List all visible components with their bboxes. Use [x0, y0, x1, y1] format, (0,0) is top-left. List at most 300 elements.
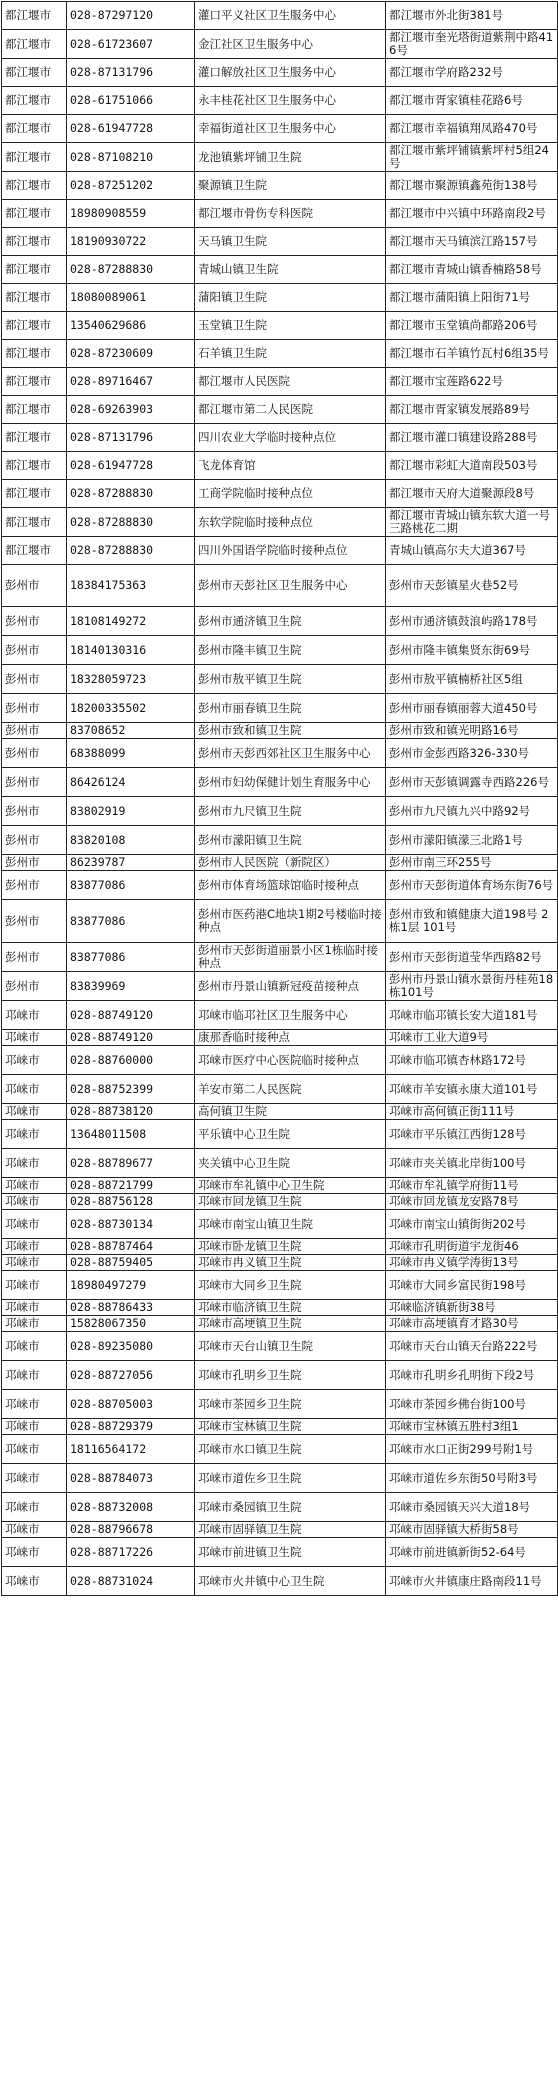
address-cell: 彭州市致和镇光明路16号: [386, 723, 558, 739]
address-cell: 都江堰市青城山镇东软大道一号三路桃花二期: [386, 508, 558, 537]
phone-cell: 18328059723: [67, 665, 195, 694]
address-cell: 彭州市九尺镇九兴中路92号: [386, 797, 558, 826]
district-cell: 都江堰市: [2, 508, 67, 537]
phone-cell: 028-87288830: [67, 537, 195, 565]
phone-cell: 028-88786433: [67, 1300, 195, 1316]
district-cell: 彭州市: [2, 665, 67, 694]
table-row: [2, 826, 558, 855]
site-name-cell: 龙池镇紫坪铺卫生院: [195, 143, 386, 172]
phone-cell: 028-88731024: [67, 1567, 195, 1596]
address-cell: 邛崃市宝林镇五胜村3组1: [386, 1419, 558, 1435]
phone-cell: 028-69263903: [67, 396, 195, 424]
table-row: [2, 172, 558, 200]
phone-cell: 028-87230609: [67, 340, 195, 368]
table-row: [2, 739, 558, 768]
address-cell: 邛崃市羊安镇永康大道101号: [386, 1075, 558, 1104]
site-name-cell: 灌口解放社区卫生服务中心: [195, 59, 386, 87]
phone-cell: 028-61947728: [67, 452, 195, 480]
site-name-cell: 邛崃市冉义镇卫生院: [195, 1255, 386, 1271]
phone-cell: 028-88789677: [67, 1149, 195, 1178]
phone-cell: 028-88749120: [67, 1001, 195, 1030]
site-name-cell: 彭州市敖平镇卫生院: [195, 665, 386, 694]
address-cell: 邛崃市道佐乡东街50号附3号: [386, 1464, 558, 1493]
table-row: [2, 1332, 558, 1361]
site-name-cell: 彭州市致和镇卫生院: [195, 723, 386, 739]
district-cell: 邛崃市: [2, 1075, 67, 1104]
site-name-cell: 蒲阳镇卫生院: [195, 284, 386, 312]
phone-cell: 028-88729379: [67, 1419, 195, 1435]
district-cell: 都江堰市: [2, 480, 67, 508]
phone-cell: 028-88717226: [67, 1538, 195, 1567]
site-name-cell: 邛崃市孔明乡卫生院: [195, 1361, 386, 1390]
table-row: [2, 228, 558, 256]
phone-cell: 18116564172: [67, 1435, 195, 1464]
district-cell: 都江堰市: [2, 256, 67, 284]
table-row: [2, 1030, 558, 1046]
address-cell: 都江堰市天府大道聚源段8号: [386, 480, 558, 508]
address-cell: 邛崃市水口正街299号附1号: [386, 1435, 558, 1464]
table-row: [2, 1178, 558, 1194]
table-row: [2, 1001, 558, 1030]
phone-cell: 028-87288830: [67, 508, 195, 537]
site-name-cell: 邛崃市宝林镇卫生院: [195, 1419, 386, 1435]
district-cell: 彭州市: [2, 739, 67, 768]
district-cell: 彭州市: [2, 855, 67, 871]
site-name-cell: 邛崃市天台山镇卫生院: [195, 1332, 386, 1361]
address-cell: 都江堰市紫坪铺镇紫坪村5组24号: [386, 143, 558, 172]
site-name-cell: 聚源镇卫生院: [195, 172, 386, 200]
phone-cell: 83802919: [67, 797, 195, 826]
phone-cell: 028-88727056: [67, 1361, 195, 1390]
district-cell: 邛崃市: [2, 1194, 67, 1210]
site-name-cell: 彭州市医药港C地块1期2号楼临时接种点: [195, 900, 386, 943]
district-cell: 都江堰市: [2, 312, 67, 340]
phone-cell: 028-88732008: [67, 1493, 195, 1522]
site-name-cell: 彭州市濛阳镇卫生院: [195, 826, 386, 855]
address-cell: 彭州市天彭街道体育场东街76号: [386, 871, 558, 900]
table-body: [2, 2, 558, 1596]
district-cell: 都江堰市: [2, 59, 67, 87]
address-cell: 邛崃市冉义镇学涛街13号: [386, 1255, 558, 1271]
phone-cell: 028-88796678: [67, 1522, 195, 1538]
phone-cell: 18980497279: [67, 1271, 195, 1300]
table-row: [2, 256, 558, 284]
district-cell: 邛崃市: [2, 1567, 67, 1596]
table-row: [2, 1316, 558, 1332]
district-cell: 都江堰市: [2, 452, 67, 480]
district-cell: 邛崃市: [2, 1271, 67, 1300]
district-cell: 都江堰市: [2, 340, 67, 368]
district-cell: 彭州市: [2, 871, 67, 900]
table-row: [2, 565, 558, 607]
phone-cell: 028-88705003: [67, 1390, 195, 1419]
site-name-cell: 彭州市天彭西郊社区卫生服务中心: [195, 739, 386, 768]
table-row: [2, 508, 558, 537]
district-cell: 邛崃市: [2, 1210, 67, 1239]
district-cell: 邛崃市: [2, 1419, 67, 1435]
district-cell: 都江堰市: [2, 228, 67, 256]
district-cell: 都江堰市: [2, 172, 67, 200]
address-cell: 邛崃市前进镇新街52-64号: [386, 1538, 558, 1567]
table-row: [2, 1194, 558, 1210]
site-name-cell: 邛崃市前进镇卫生院: [195, 1538, 386, 1567]
district-cell: 邛崃市: [2, 1361, 67, 1390]
district-cell: 都江堰市: [2, 368, 67, 396]
address-cell: 邛崃市高何镇正街111号: [386, 1104, 558, 1120]
table-row: [2, 900, 558, 943]
table-row: [2, 284, 558, 312]
address-cell: 彭州市丹景山镇水景街丹桂苑18栋101号: [386, 972, 558, 1001]
address-cell: 邛崃市火井镇康庄路南段11号: [386, 1567, 558, 1596]
table-row: [2, 1300, 558, 1316]
address-cell: 彭州市天彭街道莹华西路82号: [386, 943, 558, 972]
site-name-cell: 邛崃市牟礼镇中心卫生院: [195, 1178, 386, 1194]
table-row: [2, 1567, 558, 1596]
district-cell: 邛崃市: [2, 1522, 67, 1538]
phone-cell: 68388099: [67, 739, 195, 768]
address-cell: 邛崃市固驿镇大桥街58号: [386, 1522, 558, 1538]
phone-cell: 18980908559: [67, 200, 195, 228]
site-name-cell: 四川农业大学临时接种点位: [195, 424, 386, 452]
phone-cell: 028-88760000: [67, 1046, 195, 1075]
phone-cell: 028-88752399: [67, 1075, 195, 1104]
site-name-cell: 邛崃市水口镇卫生院: [195, 1435, 386, 1464]
address-cell: 都江堰市外北街381号: [386, 2, 558, 30]
district-cell: 彭州市: [2, 826, 67, 855]
table-row: [2, 1149, 558, 1178]
table-row: [2, 871, 558, 900]
table-row: [2, 340, 558, 368]
site-name-cell: 天马镇卫生院: [195, 228, 386, 256]
site-name-cell: 邛崃市固驿镇卫生院: [195, 1522, 386, 1538]
site-name-cell: 东软学院临时接种点位: [195, 508, 386, 537]
address-cell: 都江堰市宝莲路622号: [386, 368, 558, 396]
address-cell: 邛崃市夹关镇北岸街100号: [386, 1149, 558, 1178]
site-name-cell: 玉堂镇卫生院: [195, 312, 386, 340]
site-name-cell: 康那香临时接种点: [195, 1030, 386, 1046]
district-cell: 都江堰市: [2, 30, 67, 59]
address-cell: 彭州市敖平镇楠桥社区5组: [386, 665, 558, 694]
phone-cell: 028-87288830: [67, 480, 195, 508]
address-cell: 彭州市天彭镇调露寺西路226号: [386, 768, 558, 797]
address-cell: 都江堰市天马镇滨江路157号: [386, 228, 558, 256]
vaccination-sites-table: [1, 1, 558, 1596]
site-name-cell: 彭州市丹景山镇新冠疫苗接种点: [195, 972, 386, 1001]
phone-cell: 18108149272: [67, 607, 195, 636]
table-row: [2, 1522, 558, 1538]
table-row: [2, 1419, 558, 1435]
address-cell: 彭州市天彭镇星火巷52号: [386, 565, 558, 607]
table-row: [2, 424, 558, 452]
district-cell: 都江堰市: [2, 537, 67, 565]
district-cell: 彭州市: [2, 972, 67, 1001]
site-name-cell: 邛崃市医疗中心医院临时接种点: [195, 1046, 386, 1075]
phone-cell: 028-87108210: [67, 143, 195, 172]
site-name-cell: 彭州市人民医院（新院区）: [195, 855, 386, 871]
phone-cell: 028-61947728: [67, 115, 195, 143]
site-name-cell: 青城山镇卫生院: [195, 256, 386, 284]
site-name-cell: 邛崃市火井镇中心卫生院: [195, 1567, 386, 1596]
table-row: [2, 87, 558, 115]
table-row: [2, 1046, 558, 1075]
phone-cell: 83877086: [67, 871, 195, 900]
address-cell: 彭州市隆丰镇集贤东街69号: [386, 636, 558, 665]
district-cell: 邛崃市: [2, 1538, 67, 1567]
phone-cell: 15828067350: [67, 1316, 195, 1332]
district-cell: 都江堰市: [2, 396, 67, 424]
table-row: [2, 797, 558, 826]
phone-cell: 028-88738120: [67, 1104, 195, 1120]
site-name-cell: 高何镇卫生院: [195, 1104, 386, 1120]
table-row: [2, 694, 558, 723]
phone-cell: 028-88721799: [67, 1178, 195, 1194]
phone-cell: 028-88759405: [67, 1255, 195, 1271]
table-row: [2, 1271, 558, 1300]
table-row: [2, 1120, 558, 1149]
site-name-cell: 邛崃市临济镇卫生院: [195, 1300, 386, 1316]
site-name-cell: 幸福街道社区卫生服务中心: [195, 115, 386, 143]
site-name-cell: 都江堰市第二人民医院: [195, 396, 386, 424]
table-row: [2, 1538, 558, 1567]
site-name-cell: 彭州市九尺镇卫生院: [195, 797, 386, 826]
district-cell: 邛崃市: [2, 1493, 67, 1522]
district-cell: 彭州市: [2, 565, 67, 607]
district-cell: 都江堰市: [2, 200, 67, 228]
district-cell: 都江堰市: [2, 143, 67, 172]
address-cell: 邛崃市孔明乡孔明街下段2号: [386, 1361, 558, 1390]
table-row: [2, 1493, 558, 1522]
address-cell: 彭州市致和镇健康大道198号 2 栋1层 101号: [386, 900, 558, 943]
district-cell: 彭州市: [2, 694, 67, 723]
table-row: [2, 1255, 558, 1271]
table-row: [2, 636, 558, 665]
district-cell: 邛崃市: [2, 1300, 67, 1316]
site-name-cell: 工商学院临时接种点位: [195, 480, 386, 508]
phone-cell: 028-87297120: [67, 2, 195, 30]
district-cell: 邛崃市: [2, 1239, 67, 1255]
address-cell: 都江堰市胥家镇发展路89号: [386, 396, 558, 424]
site-name-cell: 金江社区卫生服务中心: [195, 30, 386, 59]
phone-cell: 86426124: [67, 768, 195, 797]
address-cell: 都江堰市幸福镇翔凤路470号: [386, 115, 558, 143]
phone-cell: 028-61751066: [67, 87, 195, 115]
address-cell: 青城山镇高尔夫大道367号: [386, 537, 558, 565]
address-cell: 邛崃市平乐镇江西街128号: [386, 1120, 558, 1149]
site-name-cell: 邛崃市道佐乡卫生院: [195, 1464, 386, 1493]
address-cell: 邛崃市回龙镇龙安路78号: [386, 1194, 558, 1210]
table-row: [2, 30, 558, 59]
district-cell: 邛崃市: [2, 1178, 67, 1194]
district-cell: 邛崃市: [2, 1390, 67, 1419]
table-row: [2, 723, 558, 739]
address-cell: 彭州市金彭西路326-330号: [386, 739, 558, 768]
address-cell: 邛崃市孔明街道宇龙街46: [386, 1239, 558, 1255]
site-name-cell: 邛崃市南宝山镇卫生院: [195, 1210, 386, 1239]
table-row: [2, 312, 558, 340]
phone-cell: 028-89235080: [67, 1332, 195, 1361]
address-cell: 都江堰市聚源镇鑫苑街138号: [386, 172, 558, 200]
district-cell: 邛崃市: [2, 1255, 67, 1271]
site-name-cell: 永丰桂花社区卫生服务中心: [195, 87, 386, 115]
phone-cell: 83877086: [67, 900, 195, 943]
address-cell: 彭州市丽春镇丽蓉大道450号: [386, 694, 558, 723]
site-name-cell: 都江堰市骨伤专科医院: [195, 200, 386, 228]
address-cell: 邛崃市高埂镇育才路30号: [386, 1316, 558, 1332]
address-cell: 邛崃市茶园乡佛台街100号: [386, 1390, 558, 1419]
site-name-cell: 彭州市天彭社区卫生服务中心: [195, 565, 386, 607]
table-row: [2, 768, 558, 797]
site-name-cell: 邛崃市卧龙镇卫生院: [195, 1239, 386, 1255]
district-cell: 邛崃市: [2, 1316, 67, 1332]
phone-cell: 028-61723607: [67, 30, 195, 59]
district-cell: 彭州市: [2, 607, 67, 636]
phone-cell: 18080089061: [67, 284, 195, 312]
address-cell: 都江堰市玉堂镇尚都路206号: [386, 312, 558, 340]
address-cell: 邛崃市大同乡富民街198号: [386, 1271, 558, 1300]
site-name-cell: 邛崃市高埂镇卫生院: [195, 1316, 386, 1332]
phone-cell: 18200335502: [67, 694, 195, 723]
table-row: [2, 665, 558, 694]
site-name-cell: 飞龙体育馆: [195, 452, 386, 480]
site-name-cell: 彭州市丽春镇卫生院: [195, 694, 386, 723]
district-cell: 都江堰市: [2, 424, 67, 452]
district-cell: 彭州市: [2, 723, 67, 739]
site-name-cell: 四川外国语学院临时接种点位: [195, 537, 386, 565]
district-cell: 邛崃市: [2, 1435, 67, 1464]
district-cell: 都江堰市: [2, 115, 67, 143]
district-cell: 邛崃市: [2, 1046, 67, 1075]
address-cell: 彭州市通济镇鼓浪屿路178号: [386, 607, 558, 636]
address-cell: 都江堰市青城山镇香楠路58号: [386, 256, 558, 284]
phone-cell: 18384175363: [67, 565, 195, 607]
table-row: [2, 943, 558, 972]
table-row: [2, 1210, 558, 1239]
address-cell: 都江堰市学府路232号: [386, 59, 558, 87]
site-name-cell: 彭州市隆丰镇卫生院: [195, 636, 386, 665]
phone-cell: 18140130316: [67, 636, 195, 665]
phone-cell: 028-87288830: [67, 256, 195, 284]
site-name-cell: 石羊镇卫生院: [195, 340, 386, 368]
district-cell: 彭州市: [2, 900, 67, 943]
address-cell: 邛崃市临邛镇长安大道181号: [386, 1001, 558, 1030]
table-row: [2, 1390, 558, 1419]
address-cell: 都江堰市中兴镇中环路南段2号: [386, 200, 558, 228]
address-cell: 都江堰市奎光塔街道紫荆中路416号: [386, 30, 558, 59]
table-row: [2, 1104, 558, 1120]
table-row: [2, 368, 558, 396]
phone-cell: 18190930722: [67, 228, 195, 256]
address-cell: 邛崃临济镇新街38号: [386, 1300, 558, 1316]
address-cell: 都江堰市石羊镇竹瓦村6组35号: [386, 340, 558, 368]
address-cell: 邛崃市桑园镇天兴大道18号: [386, 1493, 558, 1522]
table-row: [2, 855, 558, 871]
table-row: [2, 972, 558, 1001]
district-cell: 彭州市: [2, 636, 67, 665]
district-cell: 都江堰市: [2, 2, 67, 30]
table-row: [2, 2, 558, 30]
address-cell: 都江堰市彩虹大道南段503号: [386, 452, 558, 480]
site-name-cell: 彭州市妇幼保健计划生育服务中心: [195, 768, 386, 797]
district-cell: 邛崃市: [2, 1001, 67, 1030]
site-name-cell: 灌口平义社区卫生服务中心: [195, 2, 386, 30]
district-cell: 邛崃市: [2, 1104, 67, 1120]
district-cell: 彭州市: [2, 768, 67, 797]
address-cell: 邛崃市天台山镇天台路222号: [386, 1332, 558, 1361]
site-name-cell: 邛崃市临邛社区卫生服务中心: [195, 1001, 386, 1030]
district-cell: 邛崃市: [2, 1030, 67, 1046]
phone-cell: 83708652: [67, 723, 195, 739]
district-cell: 都江堰市: [2, 284, 67, 312]
site-name-cell: 夹关镇中心卫生院: [195, 1149, 386, 1178]
table-row: [2, 115, 558, 143]
address-cell: 都江堰市灌口镇建设路288号: [386, 424, 558, 452]
phone-cell: 028-89716467: [67, 368, 195, 396]
address-cell: 邛崃市临邛镇杏林路172号: [386, 1046, 558, 1075]
phone-cell: 028-88730134: [67, 1210, 195, 1239]
table-row: [2, 480, 558, 508]
phone-cell: 83820108: [67, 826, 195, 855]
table-row: [2, 452, 558, 480]
phone-cell: 83839969: [67, 972, 195, 1001]
site-name-cell: 都江堰市人民医院: [195, 368, 386, 396]
table-row: [2, 537, 558, 565]
address-cell: 都江堰市胥家镇桂花路6号: [386, 87, 558, 115]
table-row: [2, 1239, 558, 1255]
phone-cell: 028-88749120: [67, 1030, 195, 1046]
phone-cell: 028-87131796: [67, 59, 195, 87]
table-row: [2, 607, 558, 636]
site-name-cell: 邛崃市回龙镇卫生院: [195, 1194, 386, 1210]
table-row: [2, 1464, 558, 1493]
site-name-cell: 邛崃市桑园镇卫生院: [195, 1493, 386, 1522]
address-cell: 邛崃市工业大道9号: [386, 1030, 558, 1046]
address-cell: 彭州市濛阳镇濛三北路1号: [386, 826, 558, 855]
table-row: [2, 1435, 558, 1464]
site-name-cell: 彭州市体育场篮球馆临时接种点: [195, 871, 386, 900]
table-row: [2, 396, 558, 424]
address-cell: 彭州市南三环255号: [386, 855, 558, 871]
district-cell: 邛崃市: [2, 1332, 67, 1361]
table-row: [2, 200, 558, 228]
site-name-cell: 邛崃市大同乡卫生院: [195, 1271, 386, 1300]
table-row: [2, 59, 558, 87]
phone-cell: 13540629686: [67, 312, 195, 340]
district-cell: 邛崃市: [2, 1149, 67, 1178]
phone-cell: 83877086: [67, 943, 195, 972]
phone-cell: 86239787: [67, 855, 195, 871]
district-cell: 都江堰市: [2, 87, 67, 115]
district-cell: 彭州市: [2, 797, 67, 826]
district-cell: 彭州市: [2, 943, 67, 972]
phone-cell: 028-88784073: [67, 1464, 195, 1493]
table-row: [2, 1361, 558, 1390]
phone-cell: 028-88787464: [67, 1239, 195, 1255]
table-row: [2, 143, 558, 172]
site-name-cell: 羊安市第二人民医院: [195, 1075, 386, 1104]
table-row: [2, 1075, 558, 1104]
phone-cell: 028-87131796: [67, 424, 195, 452]
address-cell: 邛崃市牟礼镇学府街11号: [386, 1178, 558, 1194]
district-cell: 邛崃市: [2, 1464, 67, 1493]
phone-cell: 028-87251202: [67, 172, 195, 200]
address-cell: 邛崃市南宝山镇街街202号: [386, 1210, 558, 1239]
site-name-cell: 平乐镇中心卫生院: [195, 1120, 386, 1149]
district-cell: 邛崃市: [2, 1120, 67, 1149]
site-name-cell: 邛崃市茶园乡卫生院: [195, 1390, 386, 1419]
site-name-cell: 彭州市通济镇卫生院: [195, 607, 386, 636]
phone-cell: 028-88756128: [67, 1194, 195, 1210]
site-name-cell: 彭州市天彭街道丽景小区1栋临时接种点: [195, 943, 386, 972]
